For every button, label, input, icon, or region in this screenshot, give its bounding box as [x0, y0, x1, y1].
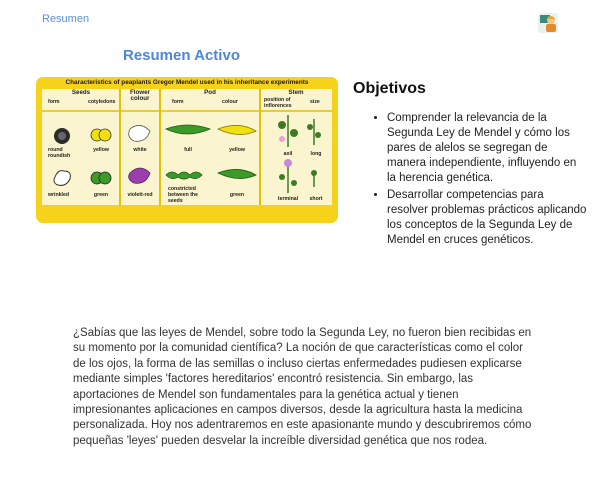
subhead-form: form — [48, 99, 60, 105]
intro-paragraph: ¿Sabías que las leyes de Mendel, sobre todo la Segunda Ley, no fueron bien recibidas en su momento por la comunidad científica? La noción de que características como el color de los ojos, la forma de las semillas o incluso ciertas enfermedades pudiesen explicarse mediante simples 'factores hereditarios' encontró resistencia. Sin embargo, las aportaciones de Mendel son fundamentales para la genética actual y tienen impresionantes aplicaciones en campos diversos, desde la agricultura hasta la medicina personalizada. Hoy nos adentraremos en este apasionante mundo y descubriremos cómo pequeñas 'leyes' pueden desvelar la increíble diversidad genética que nos rodea. — [73, 327, 532, 447]
label-green-cotyledon: green — [93, 192, 109, 198]
label-wrinkled: wrinkled — [48, 192, 70, 198]
group-pod: Pod — [204, 89, 216, 96]
subhead-cotyledons: cotyledons — [88, 99, 116, 105]
subhead-size: size — [310, 99, 320, 105]
objective-item: • Comprender la relevancia de la Segunda Ley de Mendel y cómo los pares de alelos se segregan de manera independiente, influyendo en la herencia genética. — [387, 111, 587, 186]
label-round: round roundish — [48, 147, 71, 159]
student-avatar-icon — [537, 12, 559, 34]
label-full: full — [184, 147, 192, 153]
subhead-position: position of inflorences — [264, 97, 292, 109]
label-white: white — [133, 147, 147, 153]
figure-panel — [42, 89, 332, 205]
label-terminal: terminal — [277, 196, 299, 202]
group-stem: Stem — [288, 89, 304, 96]
section-title: Resumen Activo — [123, 47, 240, 64]
objectives-title: Objetivos — [353, 80, 426, 97]
label-violet: violett-red — [127, 192, 153, 198]
group-seeds: Seeds — [71, 89, 91, 96]
label-axil: axil — [283, 151, 293, 157]
label-green-pod: green — [229, 192, 245, 198]
group-flower: Flower colour — [130, 89, 150, 102]
label-yellow-cotyledon: yellow — [93, 147, 109, 153]
breadcrumb-resumen[interactable]: Resumen — [42, 13, 90, 25]
label-long: long — [310, 151, 322, 157]
mendel-characteristics-figure — [36, 77, 338, 223]
subhead-pod-form: form — [172, 99, 184, 105]
objective-item: • Desarrollar competencias para resolver problemas prácticos aplicando los conceptos de la Segunda Ley de Mendel en cruces genéticos. — [387, 188, 587, 248]
figure-title: Characteristics of peaplants Gregor Mendel used in his inheritance experiments — [65, 79, 309, 86]
subhead-pod-colour: colour — [222, 99, 238, 105]
label-short: short — [309, 196, 323, 202]
label-yellow-pod: yellow — [229, 147, 245, 153]
objectives-list — [368, 111, 587, 250]
label-constricted: constricted between the seeds — [168, 186, 198, 204]
